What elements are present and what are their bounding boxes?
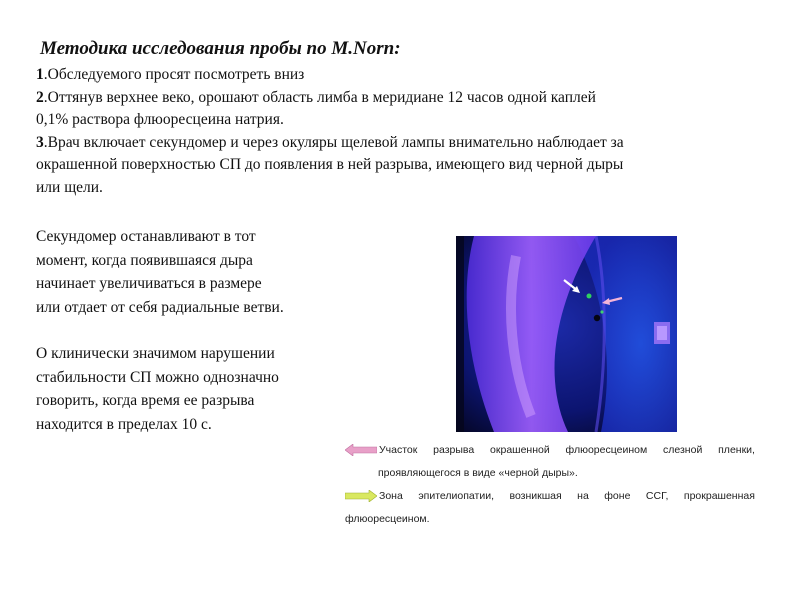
legend-word: флюоресцеином: [565, 443, 648, 456]
page-title: Методика исследования пробы по M.Norn:: [40, 38, 401, 59]
step-text: или щели.: [36, 178, 103, 196]
legend-word: Участок: [379, 443, 418, 456]
slit-lamp-eye-photo: [456, 236, 677, 432]
legend-word: Зона: [379, 489, 403, 502]
stopwatch-paragraph: [36, 225, 356, 319]
step-number: 1: [36, 66, 44, 83]
legend-text: флюоресцеином.: [345, 512, 430, 525]
legend-word: разрыва: [433, 443, 475, 456]
step-2: [36, 87, 766, 110]
step-3: [36, 132, 766, 155]
step-text: .Обследуемого просят посмотреть вниз: [43, 66, 305, 83]
pink-arrow-icon: [345, 444, 377, 456]
legend-pink-line2: [345, 461, 755, 484]
step-number: 3: [36, 133, 44, 151]
step-text: 0,1% раствора флюоресцеина натрия.: [36, 111, 284, 128]
legend-word: окрашенной: [490, 443, 550, 456]
paragraph-line: О клинически значимом нарушении: [36, 345, 275, 362]
step-1: [36, 64, 766, 87]
paragraph-line: начинает увеличиваться в размере: [36, 275, 262, 292]
step-number: 2: [36, 88, 44, 106]
legend-pink-line: [345, 438, 755, 461]
procedure-steps: [36, 64, 766, 199]
legend-yellow-line: [345, 484, 755, 507]
green-spot-icon: [587, 294, 592, 299]
legend-yellow-line2: [345, 507, 755, 530]
step-text: .Врач включает секундомер и через окуляры щелевой лампы внимательно наблюдает за: [43, 133, 624, 151]
step-text: окрашенной поверхностью СП до появления в ней разрыва, имеющего вид черной дыры: [36, 156, 624, 173]
paragraph-line: Секундомер останавливают в тот: [36, 228, 256, 245]
step-2-cont: [36, 109, 766, 132]
legend-word: прокрашенная: [683, 489, 755, 502]
black-spot-icon: [594, 315, 600, 321]
paragraph-line: говорить, когда время ее разрыва: [36, 392, 255, 409]
step-text: .Оттянув верхнее веко, орошают область лимба в меридиане 12 часов одной каплей: [43, 88, 596, 106]
legend-word: фоне: [604, 489, 631, 502]
figure-legend: [345, 438, 755, 530]
step-3-cont: [36, 177, 766, 200]
legend-word: пленки,: [718, 443, 755, 456]
paragraph-line: находится в пределах 10 с.: [36, 415, 212, 433]
legend-word: на: [577, 489, 589, 502]
paragraph-line: или отдает от себя радиальные ветви.: [36, 298, 284, 316]
yellow-arrow-icon: [345, 490, 377, 502]
legend-word: ССГ,: [645, 489, 669, 502]
legend-word: слезной: [663, 443, 703, 456]
conclusion-paragraph: [36, 342, 356, 436]
legend-word: возникшая: [509, 489, 562, 502]
legend-word: эпителиопатии,: [418, 489, 494, 502]
paragraph-line: момент, когда появившаяся дыра: [36, 251, 253, 269]
legend-text: проявляющегося в виде «черной дыры».: [378, 466, 578, 479]
step-3-cont: [36, 154, 766, 177]
paragraph-line: стабильности СП можно однозначно: [36, 368, 279, 386]
